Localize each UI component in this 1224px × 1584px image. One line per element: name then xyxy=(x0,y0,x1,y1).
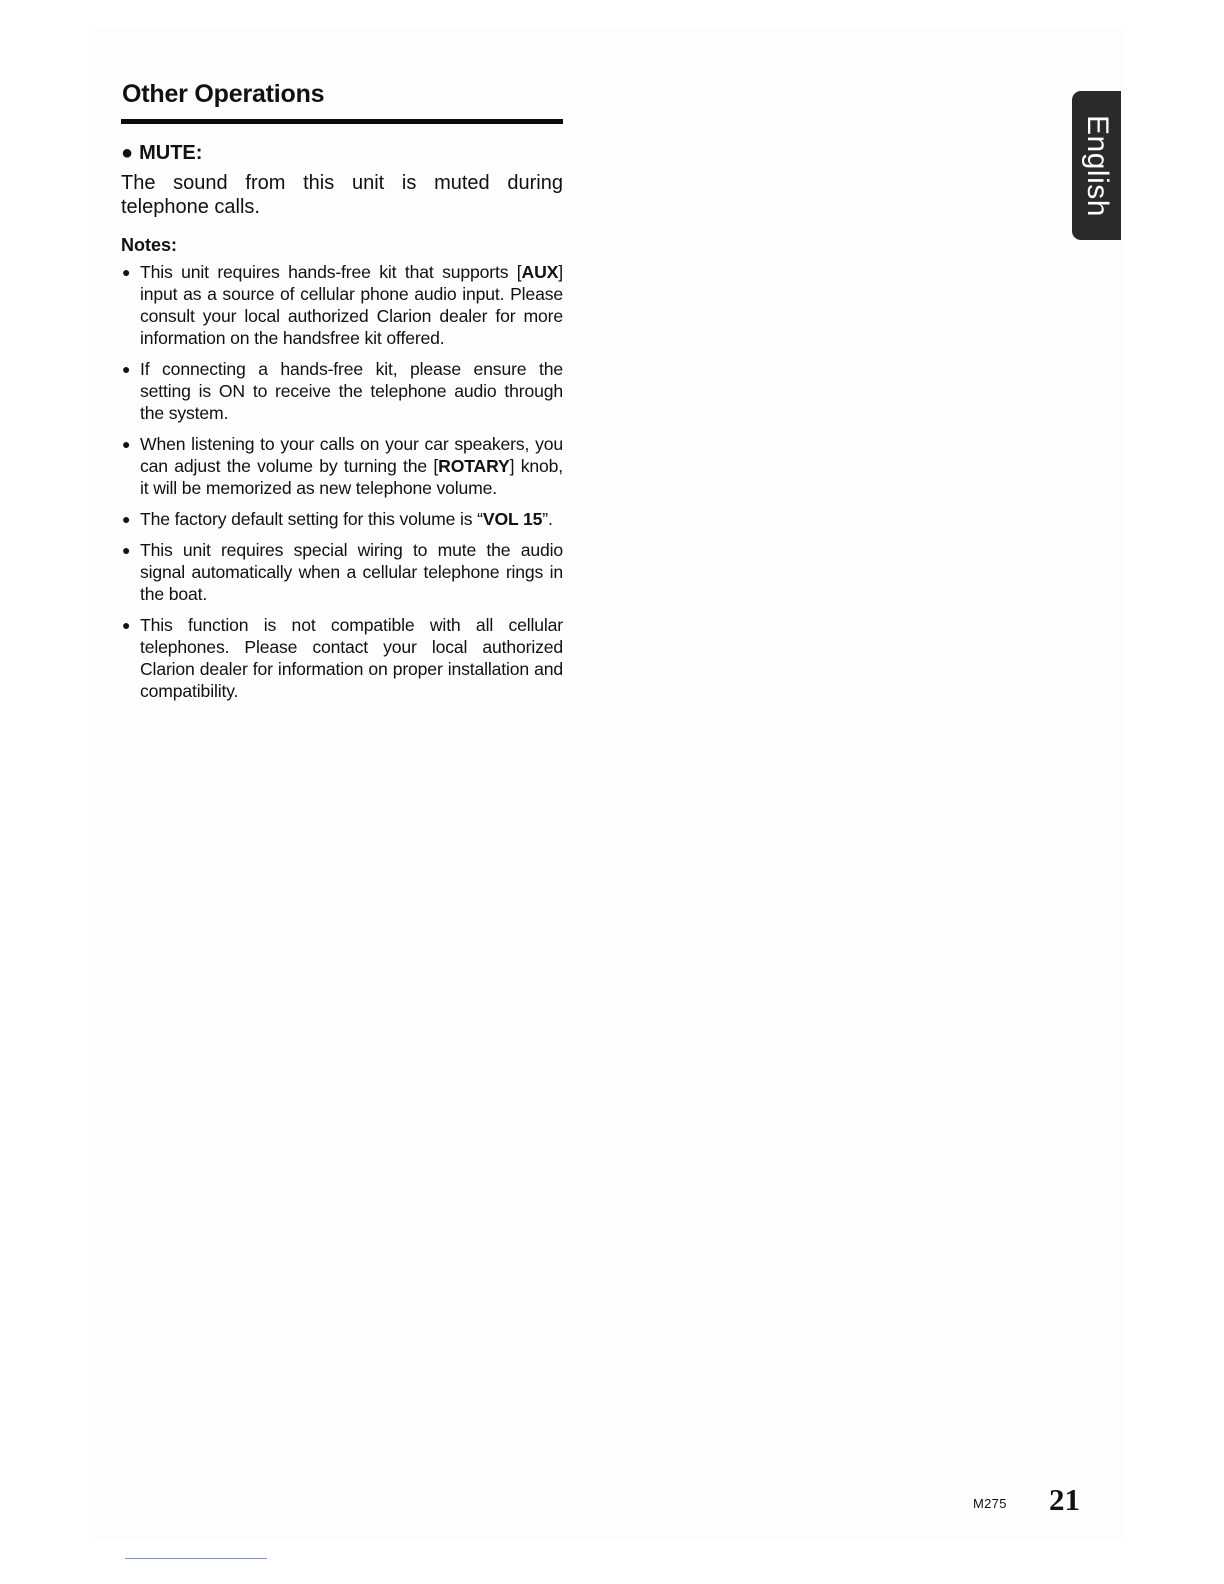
note-text: This unit requires special wiring to mute the audio signal automatically when a cellular telephone rings in the boat. xyxy=(140,540,563,604)
note-text: The factory default setting for this volume is “ xyxy=(140,509,483,529)
note-bold: VOL 15 xyxy=(482,509,543,529)
bullet-icon: ● xyxy=(121,142,134,164)
bullet-icon: ● xyxy=(122,436,131,452)
note-text: This function is not compatible with all cellular telephones. Please contact your local authorized Clarion dealer for information on proper installation and compatibility. xyxy=(140,615,563,701)
notes-list xyxy=(121,261,563,702)
notes-heading: Notes: xyxy=(121,235,178,255)
note-text: This unit requires hands-free kit that supports [ xyxy=(140,262,522,282)
note-text: ”. xyxy=(542,509,553,529)
note-text: If connecting a hands-free kit, please ensure the setting is ON to receive the telephone audio through the system. xyxy=(140,359,563,423)
bullet-icon: ● xyxy=(122,542,131,558)
page-number: 21 xyxy=(1049,1482,1080,1517)
bullet-icon: ● xyxy=(122,511,131,527)
note-item xyxy=(121,433,563,499)
note-item xyxy=(121,614,563,702)
main-column xyxy=(121,140,563,711)
bullet-icon: ● xyxy=(122,264,131,280)
bullet-icon: ● xyxy=(122,361,131,377)
note-item xyxy=(121,358,563,424)
bullet-icon: ● xyxy=(122,617,131,633)
mute-description: The sound from this unit is muted during telephone calls. xyxy=(121,172,563,218)
mute-heading xyxy=(121,140,563,166)
note-text: When listening to your calls on your car speakers, you can adjust the volume by turning the [ xyxy=(140,434,563,476)
note-item xyxy=(121,508,563,530)
section-title: Other Operations xyxy=(122,80,325,108)
note-bold: ROTARY xyxy=(438,456,510,476)
language-tab xyxy=(1072,91,1121,240)
note-bold: AUX xyxy=(521,262,559,282)
title-rule xyxy=(121,119,563,124)
mute-heading-label: MUTE: xyxy=(139,142,203,164)
note-text: ] input as a source of cellular phone audio input. Please consult your local authorized Clarion dealer for more information on the handsfree kit offered. xyxy=(140,262,563,348)
language-tab-label: English xyxy=(1080,114,1114,217)
footer-divider xyxy=(125,1558,267,1559)
model-code: M275 xyxy=(973,1496,1007,1511)
note-text: ] knob, it will be memorized as new telephone volume. xyxy=(140,456,563,498)
note-item xyxy=(121,261,563,349)
note-item xyxy=(121,539,563,605)
